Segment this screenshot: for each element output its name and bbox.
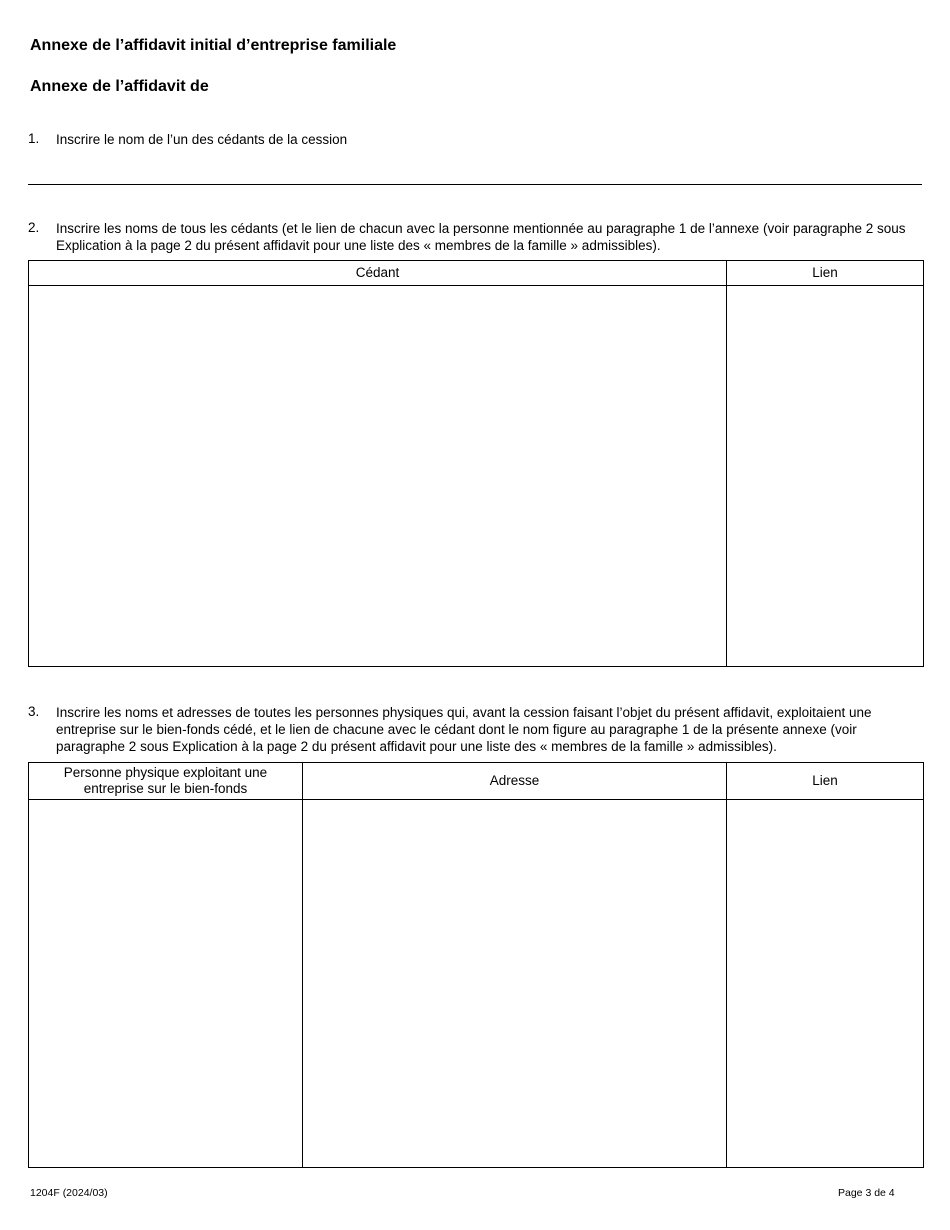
cedant-cell[interactable] bbox=[29, 286, 727, 667]
item-2-text: Inscrire les noms de tous les cédants (et le lien de chacun avec la personne mentionnée au paragraphe 1 de l’annexe (voir paragraphe 2 sous Explication à la page 2 du présent affidavit pour une liste des « membres de la famille » admissibles). bbox=[56, 221, 906, 253]
item-3-text: Inscrire les noms et adresses de toutes les personnes physiques qui, avant la cession faisant l’objet du présent affidavit, exploitaient une entreprise sur le bien-fonds cédé, et le lien de chacune avec le cédant dont le nom figure au paragraphe 1 de la présente annexe (voir paragraphe 2 sous Explication à la page 2 du présent affidavit pour une liste des « membres de la famille » admissibles). bbox=[56, 705, 872, 754]
operators-table bbox=[28, 762, 924, 1168]
lien-cell[interactable] bbox=[727, 286, 924, 667]
lien-cell[interactable] bbox=[727, 800, 924, 1168]
transferors-table bbox=[28, 260, 924, 667]
form-id: 1204F (2024/03) bbox=[30, 1187, 108, 1199]
page-number: Page 3 de 4 bbox=[838, 1187, 895, 1199]
personne-cell[interactable] bbox=[29, 800, 303, 1168]
adresse-cell[interactable] bbox=[303, 800, 727, 1168]
column-header-personne bbox=[29, 763, 303, 800]
item-1-text: Inscrire le nom de l’un des cédants de la cession bbox=[56, 132, 348, 147]
transferor-name-line[interactable] bbox=[28, 184, 922, 185]
column-header-lien: Lien bbox=[727, 763, 924, 800]
column-header-adresse: Adresse bbox=[303, 763, 727, 800]
item-3-number: 3. bbox=[28, 704, 40, 719]
column-header-lien: Lien bbox=[727, 261, 924, 286]
column-header-cedant: Cédant bbox=[29, 261, 727, 286]
item-2-number: 2. bbox=[28, 220, 40, 235]
form-subtitle: Annexe de l’affidavit de bbox=[30, 78, 209, 95]
form-title: Annexe de l’affidavit initial d’entreprise familiale bbox=[30, 37, 397, 54]
column-header-personne-label: Personne physique exploitant une entreprise sur le bien-fonds bbox=[63, 765, 268, 796]
item-1-number: 1. bbox=[28, 131, 40, 146]
